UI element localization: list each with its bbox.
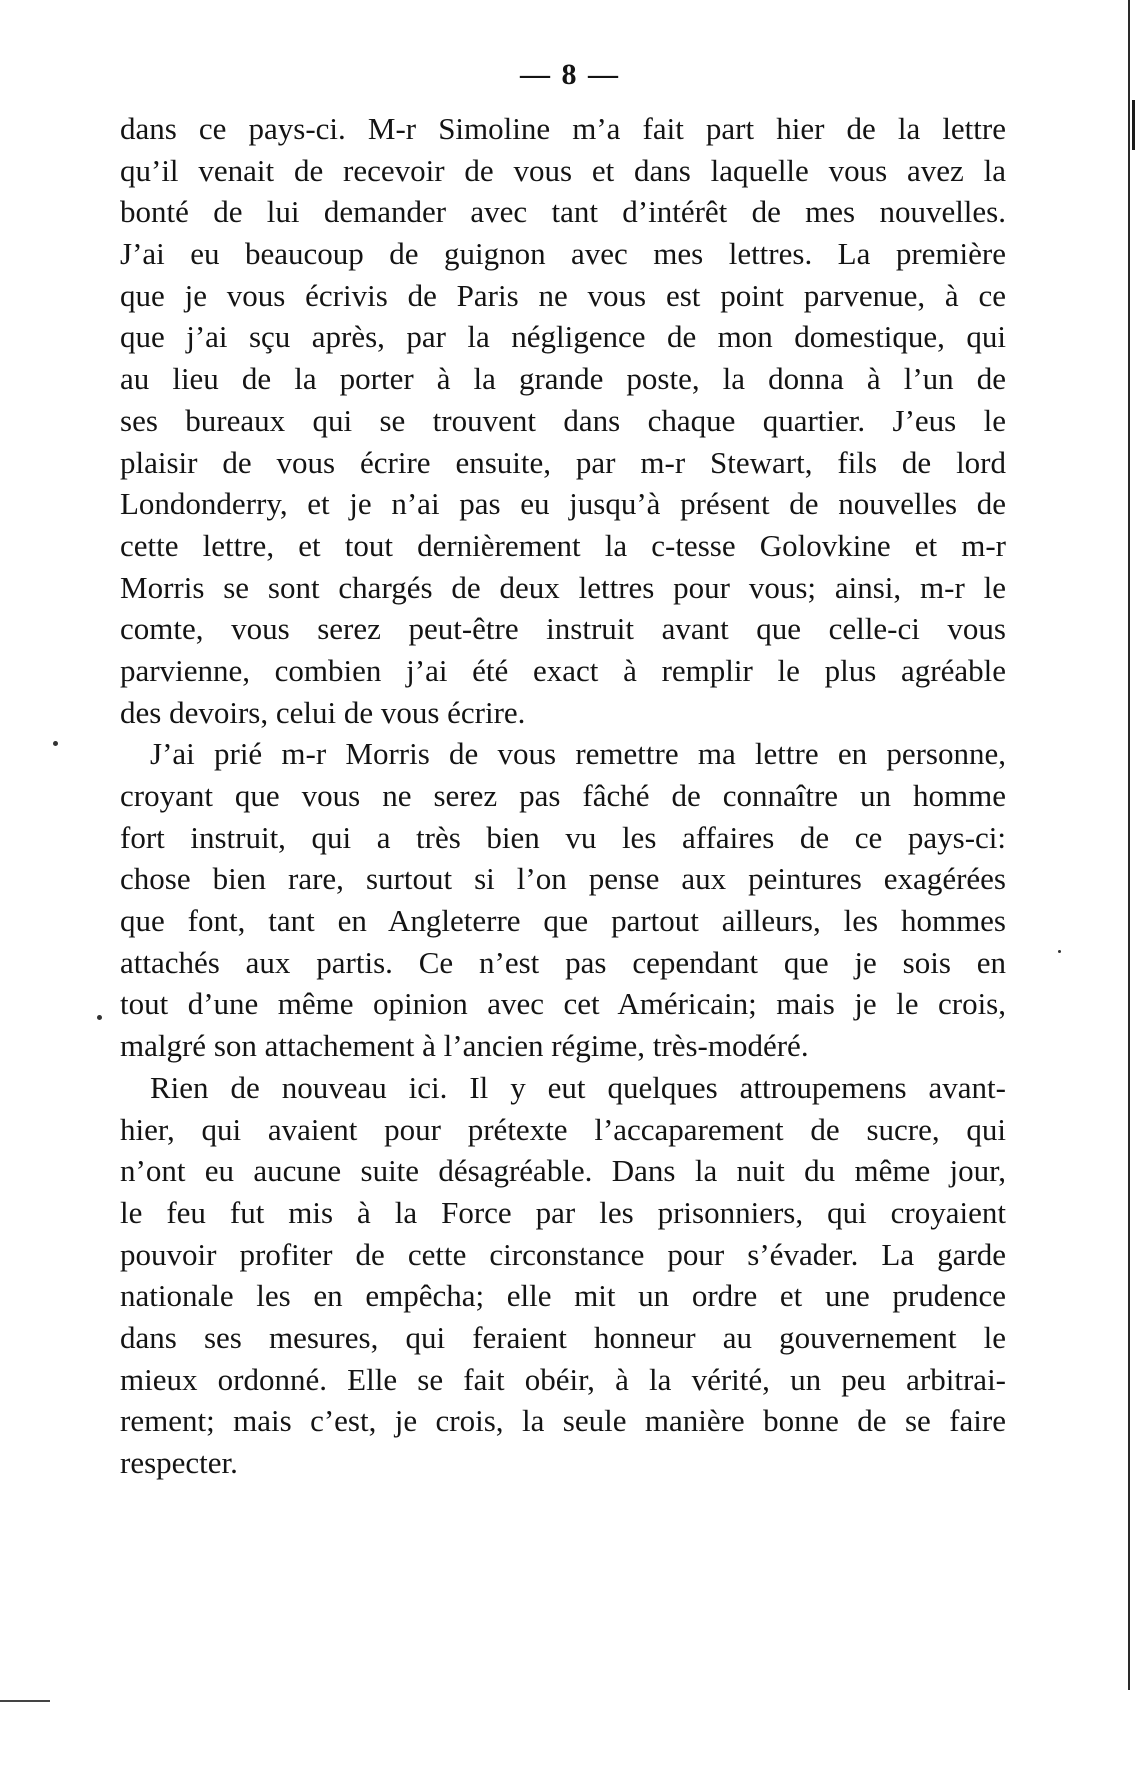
text-line: J’ai eu beaucoup de guignon avec mes lettres. La première: [120, 236, 1006, 272]
bottom-rule: [0, 1700, 50, 1702]
text-line: mieux ordonné. Elle se fait obéir, à la vérité, un peu arbitrai-: [120, 1361, 1006, 1397]
text-line: au lieu de la porter à la grande poste, la donna à l’un de: [120, 361, 1006, 397]
text-line: fort instruit, qui a très bien vu les affaires de ce pays-ci:: [120, 819, 1006, 855]
print-speck: [97, 1015, 102, 1020]
text-line: dans ses mesures, qui feraient honneur au gouvernement le: [120, 1319, 1006, 1355]
text-line: J’ai prié m-r Morris de vous remettre ma lettre en personne,: [150, 736, 1006, 772]
text-line: nationale les en empêcha; elle mit un ordre et une prudence: [120, 1278, 1006, 1314]
text-line: pouvoir profiter de cette circonstance pour s’évader. La garde: [120, 1236, 1006, 1272]
text-line: Morris se sont chargés de deux lettres pour vous; ainsi, m-r le: [120, 569, 1006, 605]
text-line: respecter.: [120, 1445, 238, 1480]
print-speck: [1058, 950, 1061, 953]
text-line: tout d’une même opinion avec cet Américain; mais je le crois,: [120, 986, 1006, 1022]
text-line: que je vous écrivis de Paris ne vous est point parvenue, à ce: [120, 277, 1006, 313]
text-line: plaisir de vous écrire ensuite, par m-r Stewart, fils de lord: [120, 444, 1006, 480]
page-edge-mark: [1132, 100, 1135, 150]
text-line: que font, tant en Angleterre que partout ailleurs, les hommes: [120, 903, 1006, 939]
page-number: — 8 —: [520, 58, 620, 91]
text-line: comte, vous serez peut-être instruit avant que celle-ci vous: [120, 611, 1006, 647]
text-line: croyant que vous ne serez pas fâché de connaître un homme: [120, 778, 1006, 813]
text-line: Londonderry, et je n’ai pas eu jusqu’à présent de nouvelles de: [120, 486, 1006, 522]
text-line: hier, qui avaient pour prétexte l’accaparement de sucre, qui: [120, 1111, 1006, 1147]
text-line: rement; mais c’est, je crois, la seule manière bonne de se faire: [120, 1403, 1006, 1439]
text-line: n’ont eu aucune suite désagréable. Dans la nuit du même jour,: [120, 1153, 1006, 1189]
body-text: [120, 108, 1006, 1484]
text-line: bonté de lui demander avec tant d’intérêt de mes nouvelles.: [120, 194, 1006, 230]
text-line: chose bien rare, surtout si l’on pense aux peintures exagérées: [120, 861, 1006, 897]
text-line: cette lettre, et tout dernièrement la c-tesse Golovkine et m-r: [120, 527, 1006, 563]
text-line: Rien de nouveau ici. Il y eut quelques attroupemens avant-: [150, 1069, 1006, 1105]
text-line: malgré son attachement à l’ancien régime, très-modéré.: [120, 1028, 809, 1064]
text-line: parvienne, combien j’ai été exact à remplir le plus agréable: [120, 652, 1006, 688]
text-line: ses bureaux qui se trouvent dans chaque quartier. J’eus le: [120, 402, 1006, 438]
text-line: le feu fut mis à la Force par les prisonniers, qui croyaient: [120, 1194, 1006, 1230]
text-line: qu’il venait de recevoir de vous et dans laquelle vous avez la: [120, 152, 1006, 188]
text-line: dans ce pays-ci. M-r Simoline m’a fait part hier de la lettre: [120, 111, 1006, 146]
print-speck: [53, 741, 58, 746]
text-line: des devoirs, celui de vous écrire.: [120, 694, 526, 730]
text-line: que j’ai sçu après, par la négligence de mon domestique, qui: [120, 319, 1006, 355]
page-edge-line: [1128, 0, 1130, 1690]
text-line: attachés aux partis. Ce n’est pas cependant que je sois en: [120, 944, 1006, 980]
